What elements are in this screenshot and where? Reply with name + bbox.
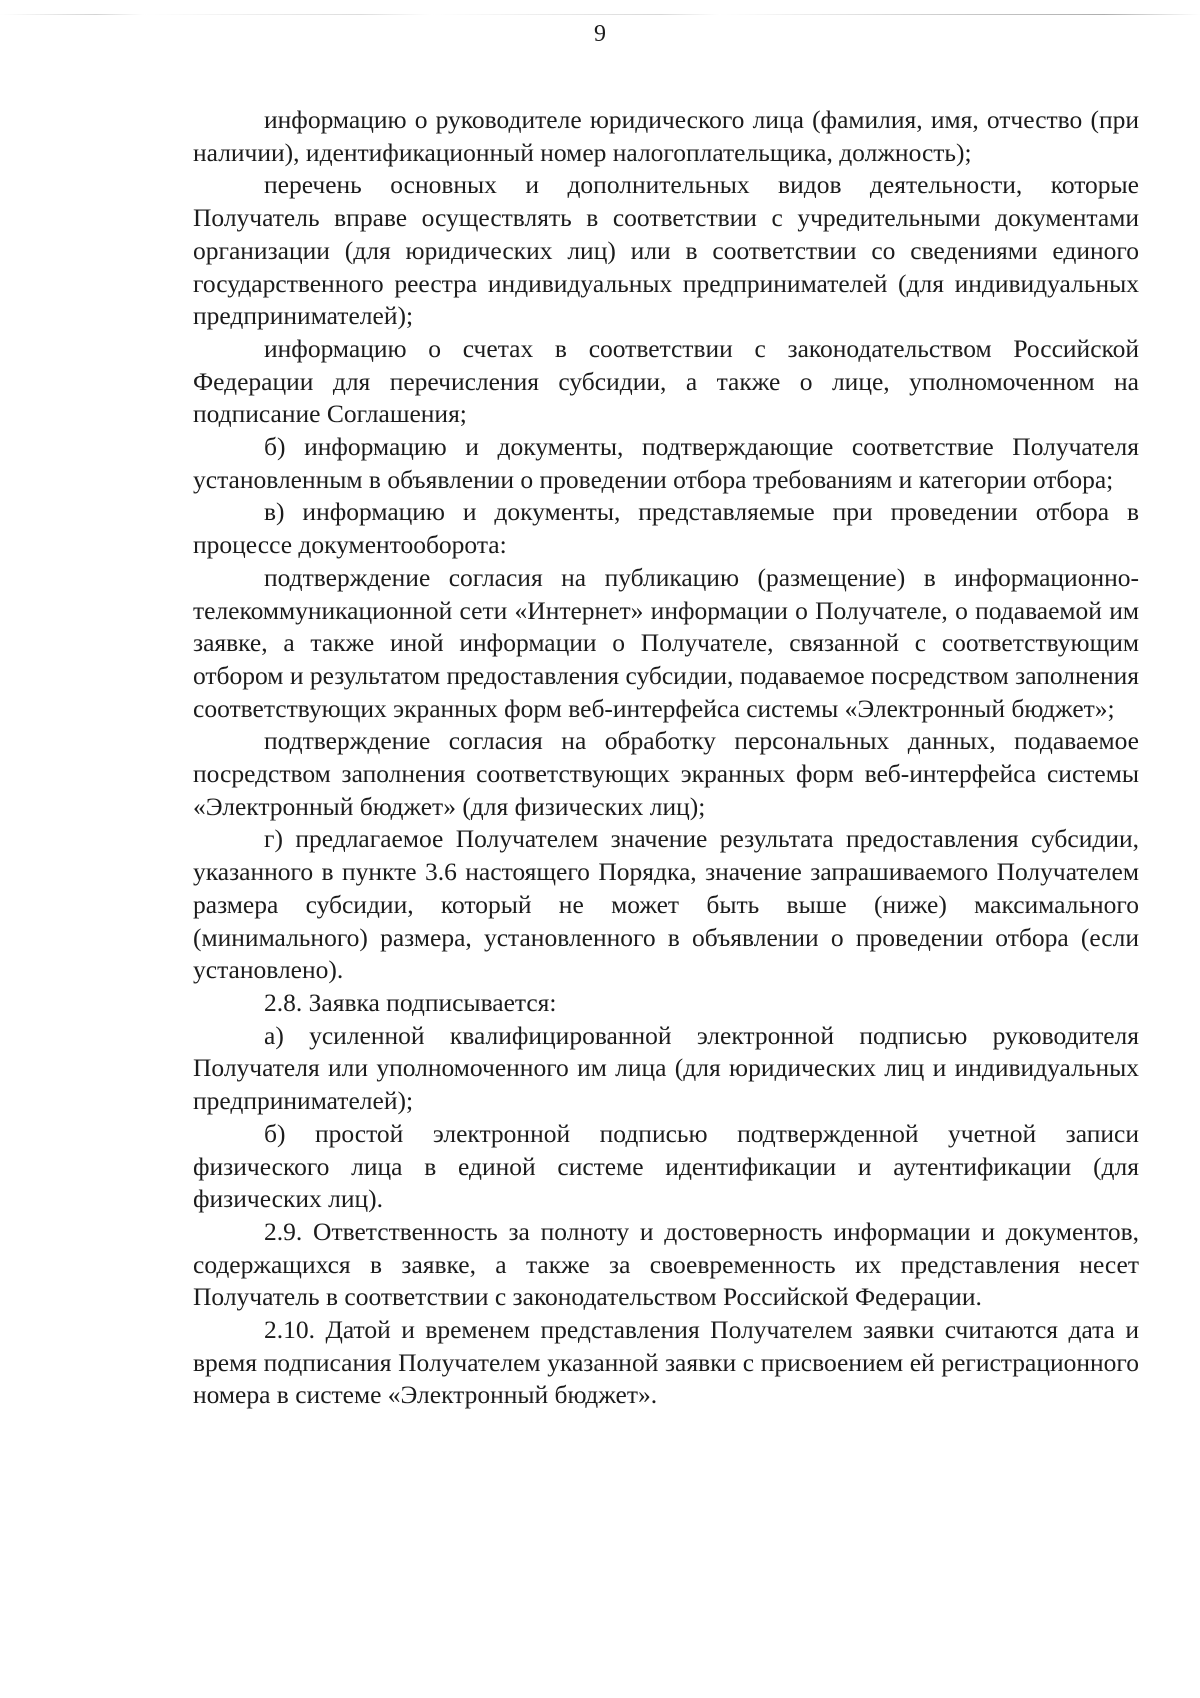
paragraph-activity-list: перечень основных и дополнительных видов деятельности, которые Получатель вправе осуществлять в соответствии с учредительными документами организации (для юридических лиц) или в соответствии со сведениями единого государственного реестра индивидуальных предпринимателей (для индивидуальных предпринимателей); xyxy=(193,170,1139,331)
paragraph-item-b-compliance: б) информацию и документы, подтверждающие соответствие Получателя установленным в объявлении о проведении отбора требованиям и категории отбора; xyxy=(193,432,1139,494)
paragraph-2-8-b-signature: б) простой электронной подписью подтвержденной учетной записи физического лица в единой системе идентификации и аутентификации (для физических лиц). xyxy=(193,1118,1139,1214)
paragraph-item-g-result-value: г) предлагаемое Получателем значение результата предоставления субсидии, указанного в пункте 3.6 настоящего Порядка, значение запрашиваемого Получателем размера субсидии, который не может быть выше (ниже) максимального (минимального) размера, установленного в объявлении о проведении отбора (если установлено). xyxy=(193,824,1139,985)
paragraph-head-info: информацию о руководителе юридического лица (фамилия, имя, отчество (при наличии), идентификационный номер налогоплательщика, должность); xyxy=(193,105,1139,167)
paragraph-2-8-a-signature: а) усиленной квалифицированной электронной подписью руководителя Получателя или уполномоченного им лица (для юридических лиц и индивидуальных предпринимателей); xyxy=(193,1020,1139,1116)
paragraph-2-10-submission-date: 2.10. Датой и временем представления Получателем заявки считаются дата и время подписания Получателем указанной заявки с присвоением ей регистрационного номера в системе «Электронный бюджет». xyxy=(193,1315,1139,1410)
document-body xyxy=(193,104,1139,1412)
scan-edge-artifact xyxy=(0,14,1200,15)
paragraph-bank-accounts: информацию о счетах в соответствии с законодательством Российской Федерации для перечисления субсидии, а также о лице, уполномоченном на подписание Соглашения; xyxy=(193,333,1139,429)
paragraph-personal-data-consent: подтверждение согласия на обработку персональных данных, подаваемое посредством заполнения соответствующих экранных форм веб-интерфейса системы «Электронный бюджет» (для физических лиц); xyxy=(193,726,1139,821)
paragraph-2-8-heading: 2.8. Заявка подписывается: xyxy=(264,987,557,1017)
paragraph-item-v-documents: в) информацию и документы, представляемые при проведении отбора в процессе документооборота: xyxy=(193,497,1139,560)
paragraph-publication-consent: подтверждение согласия на публикацию (размещение) в информационно-телекоммуникационной сети «Интернет» информации о Получателе, о подаваемой им заявке, а также иной информации о Получателе, связанной с соответствующим отбором и результатом предоставления субсидии, подаваемое посредством заполнения соответствующих экранных форм веб-интерфейса системы «Электронный бюджет»; xyxy=(193,562,1139,723)
page-number: 9 xyxy=(594,21,606,47)
paragraph-2-9-responsibility: 2.9. Ответственность за полноту и достоверность информации и документов, содержащихся в заявке, а также за своевременность их представления несет Получатель в соответствии с законодательством Российской Федерации. xyxy=(193,1216,1139,1312)
